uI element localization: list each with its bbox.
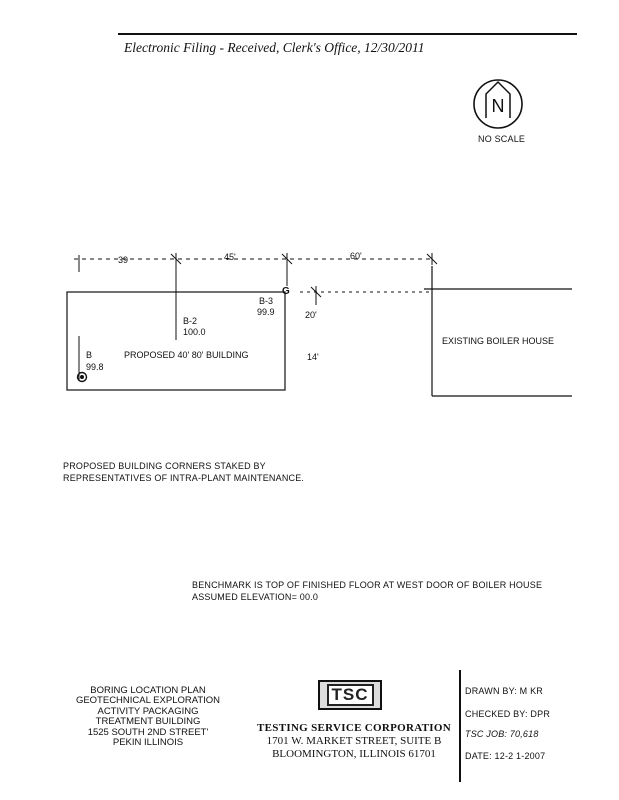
corners-note-line1: PROPOSED BUILDING CORNERS STAKED BY — [63, 461, 266, 471]
point-g-label: G — [282, 286, 290, 297]
b3-elevation: 99.9 — [257, 307, 275, 317]
job-number: TSC JOB: 70,618 — [465, 729, 539, 739]
b2-id: B-2 — [183, 316, 198, 326]
project-line: GEOTECHNICAL EXPLORATION — [75, 695, 221, 707]
dim-20: 20' — [305, 310, 317, 320]
b-elevation: 99.8 — [86, 362, 104, 372]
company-name: TESTING SERVICE CORPORATION — [257, 722, 451, 734]
project-line: ACTIVITY PACKAGING — [97, 705, 199, 717]
b3-id: B-3 — [259, 296, 274, 306]
b2-elevation: 100.0 — [183, 327, 206, 337]
drawn-by: DRAWN BY: M KR — [465, 686, 543, 696]
existing-building-label: EXISTING BOILER HOUSE — [442, 336, 555, 346]
dim-14: 14' — [307, 352, 319, 362]
checked-by: CHECKED BY: DPR — [465, 709, 551, 719]
scale-note: NO SCALE — [478, 134, 526, 144]
benchmark-note-line2: ASSUMED ELEVATION= 00.0 — [192, 592, 319, 602]
company-address-line1: 1701 W. MARKET STREET, SUITE B — [266, 735, 442, 747]
project-line: PEKIN ILLINOIS — [112, 737, 184, 749]
north-letter: N — [491, 96, 505, 116]
b-id: B — [86, 350, 93, 360]
logo-text: TSC — [327, 684, 374, 706]
title-block-divider — [459, 670, 461, 782]
drawing-date: DATE: 12-2 1-2007 — [465, 751, 546, 761]
dim-39: 39 — [118, 255, 129, 265]
project-line: BORING LOCATION PLAN — [90, 685, 206, 696]
dim-60: 60' — [350, 251, 362, 261]
company-block — [254, 722, 454, 761]
filing-stamp: Electronic Filing - Received, Clerk's Office, 12/30/2011 — [124, 40, 425, 55]
project-title-block — [48, 686, 248, 748]
project-line: 1525 SOUTH 2ND STREET' — [87, 726, 209, 738]
company-address-line2: BLOOMINGTON, ILLINOIS 61701 — [272, 748, 436, 760]
dim-45: 45' — [224, 252, 236, 262]
corners-note-line2: REPRESENTATIVES OF INTRA-PLANT MAINTENANCE. — [63, 473, 305, 483]
proposed-building-label: PROPOSED 40' 80' BUILDING — [124, 350, 249, 360]
benchmark-note-line1: BENCHMARK IS TOP OF FINISHED FLOOR AT WEST DOOR OF BOILER HOUSE — [192, 580, 543, 590]
company-logo — [318, 680, 382, 710]
boring-marker-center — [81, 376, 84, 379]
project-line: TREATMENT BUILDING — [95, 716, 201, 728]
